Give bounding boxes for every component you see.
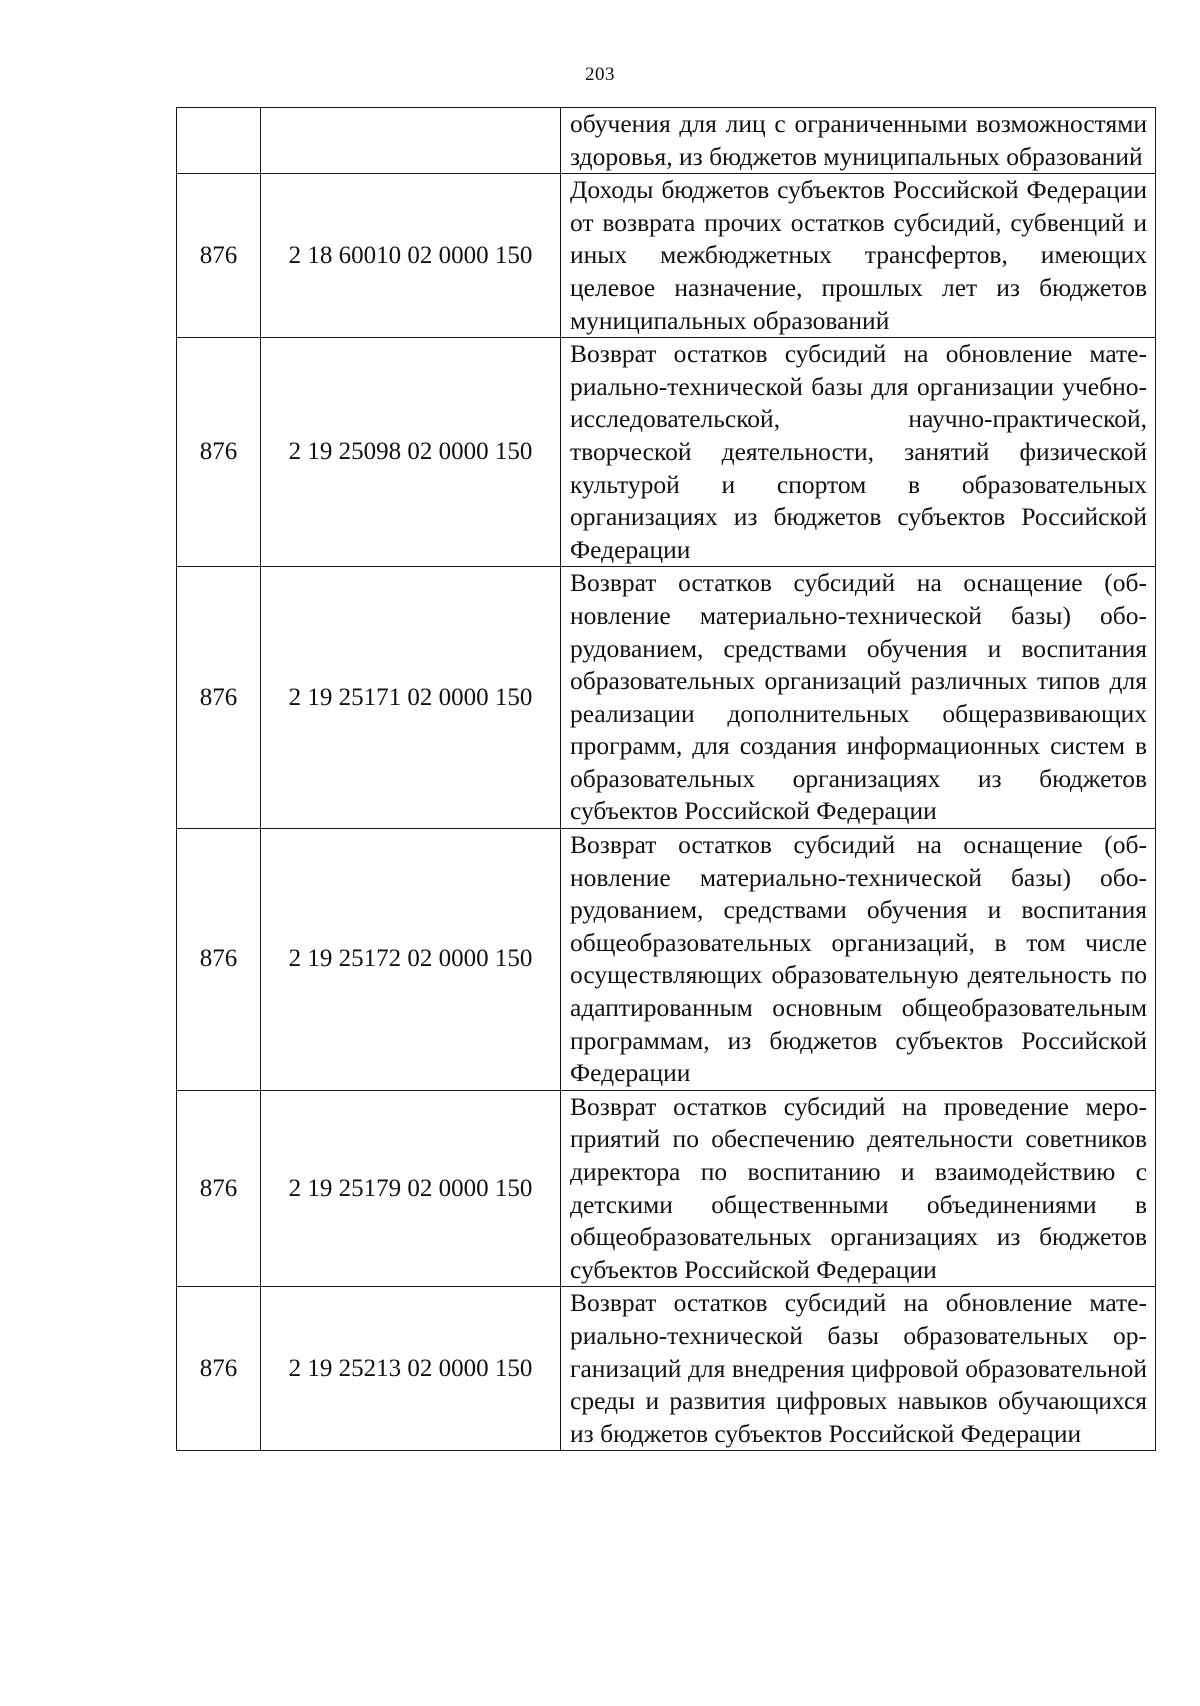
budget-code-cell: 2 19 25213 02 0000 150 [261,1287,561,1451]
budget-code-cell: 2 19 25098 02 0000 150 [261,338,561,567]
table-row [177,1090,1156,1287]
admin-code-cell [177,108,261,174]
table-row [177,829,1156,1091]
description-cell: Возврат остатков субсидий на обновление материально-технической базы образовательных организаций для внедрения цифровой образовательной среды и развития цифровых навыков обучающихся из бюджетов субъектов Российской Федерации [561,1287,1156,1451]
admin-code-cell: 876 [177,1287,261,1451]
budget-code-cell: 2 19 25179 02 0000 150 [261,1090,561,1287]
admin-code-cell: 876 [177,829,261,1091]
table-row [177,1287,1156,1451]
admin-code-cell: 876 [177,338,261,567]
budget-code-cell: 2 18 60010 02 0000 150 [261,174,561,338]
description-cell: Доходы бюджетов субъектов Российской Федерации от возврата прочих остатков субсидий, субвенций и иных межбюджетных трансфертов, имеющих целевое назначение, прошлых лет из бюджетов муниципальных образований [561,174,1156,338]
page-number: 203 [585,64,615,85]
budget-code-cell [261,108,561,174]
table-row [177,108,1156,174]
budget-code-cell: 2 19 25172 02 0000 150 [261,829,561,1091]
table-row [177,174,1156,338]
admin-code-cell: 876 [177,567,261,829]
admin-code-cell: 876 [177,174,261,338]
description-cell: Возврат остатков субсидий на проведение мероприятий по обеспечению деятельности советников директора по воспитанию и взаимодействию с детскими общественными объединениями в общеобразовательных организациях из бюджетов субъектов Российской Федерации [561,1090,1156,1287]
admin-code-cell: 876 [177,1090,261,1287]
description-cell: обучения для лиц с ограниченными возможностями здоровья, из бюджетов муниципальных образований [561,108,1156,174]
budget-classification-table [176,107,1156,1451]
description-cell: Возврат остатков субсидий на оснащение (обновление материально-технической базы) оборудованием, средствами обучения и воспитания образовательных организаций различных типов для реализации дополнительных общеразвивающих программ, для создания информационных систем в образовательных организациях из бюджетов субъектов Российской Федерации [561,567,1156,829]
budget-code-cell: 2 19 25171 02 0000 150 [261,567,561,829]
description-cell: Возврат остатков субсидий на оснащение (обновление материально-технической базы) оборудованием, средствами обучения и воспитания общеобразовательных организаций, в том числе осуществляющих образовательную деятельность по адаптированным основным общеобразовательным программам, из бюджетов субъектов Российской Федерации [561,829,1156,1091]
table-row [177,567,1156,829]
description-cell: Возврат остатков субсидий на обновление материально-технической базы для организации учебно-исследовательской, научно-практической, творческой деятельности, занятий физической культурой и спортом в образовательных организациях из бюджетов субъектов Российской Федерации [561,338,1156,567]
table-row [177,338,1156,567]
